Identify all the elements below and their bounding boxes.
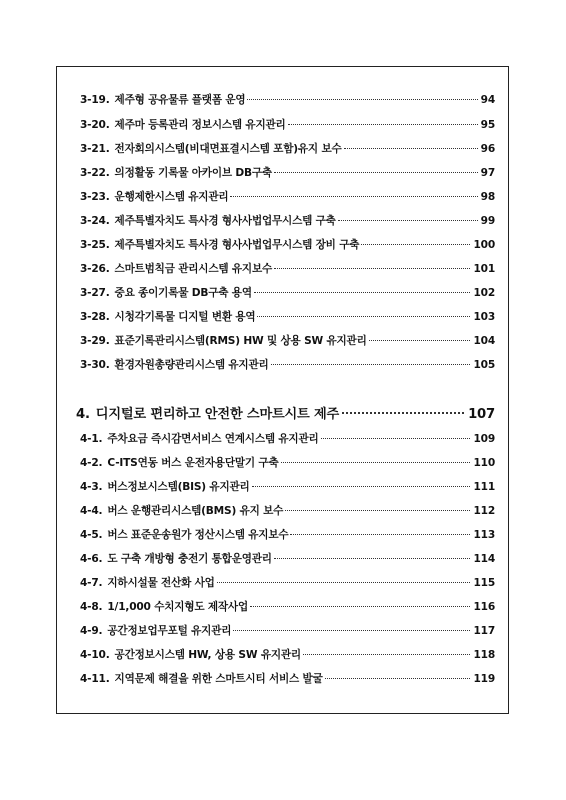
toc-entry-page: 95: [480, 119, 495, 131]
dot-leader: [274, 172, 478, 173]
toc-entry-page: 98: [480, 191, 495, 203]
dot-leader: [361, 244, 470, 245]
dot-leader: [230, 196, 477, 197]
toc-entry-number: 3-26.: [80, 263, 110, 275]
toc-entry[interactable]: [80, 213, 495, 228]
toc-entry-number: 4-1.: [80, 433, 103, 445]
toc-entry-number: 4-5.: [80, 529, 103, 541]
toc-section-heading[interactable]: [76, 403, 495, 422]
toc-frame: [56, 66, 509, 714]
toc-entry-title: 공간정보시스템 HW, 상용 SW 유지관리: [114, 649, 301, 661]
toc-entry[interactable]: [80, 479, 495, 494]
toc-entry-page: 112: [473, 505, 495, 517]
toc-entry[interactable]: [80, 261, 495, 276]
toc-entry[interactable]: [80, 431, 495, 446]
dot-leader: [325, 678, 471, 679]
toc-entry[interactable]: [80, 92, 495, 107]
dot-leader: [274, 268, 470, 269]
toc-entry-title: 제주형 공유물류 플랫폼 운영: [114, 94, 246, 106]
dot-leader: [303, 654, 471, 655]
toc-entry-number: 4-4.: [80, 505, 103, 517]
toc-entry-number: 4-9.: [80, 625, 103, 637]
toc-entry-number: 3-29.: [80, 335, 110, 347]
toc-entry-number: 3-23.: [80, 191, 110, 203]
toc-entry-page: 96: [480, 143, 495, 155]
toc-entry-page: 114: [473, 553, 495, 565]
toc-entry-page: 105: [473, 359, 495, 371]
toc-entry-title: 공간정보업무포털 유지관리: [107, 625, 232, 637]
toc-entry-page: 94: [480, 94, 495, 106]
toc-entry-title: 버스 운행관리시스템(BMS) 유지 보수: [107, 505, 284, 517]
toc-entry[interactable]: [80, 671, 495, 686]
toc-entry[interactable]: [80, 237, 495, 252]
toc-entry-title: C-ITS연동 버스 운전자용단말기 구축: [107, 457, 279, 469]
toc-entry-number: 3-20.: [80, 119, 110, 131]
toc-section-number: 4.: [76, 407, 90, 422]
toc-entry-page: 110: [473, 457, 495, 469]
toc-entry-number: 4-6.: [80, 553, 103, 565]
toc-entry-number: 3-28.: [80, 311, 110, 323]
toc-entry-number: 3-30.: [80, 359, 110, 371]
toc-entry-number: 4-11.: [80, 673, 110, 685]
toc-entry-page: 101: [473, 263, 495, 275]
toc-entry-number: 3-21.: [80, 143, 110, 155]
toc-entry-title: 전자회의시스템(비대면표결시스템 포함)유지 보수: [114, 143, 342, 155]
toc-entry[interactable]: [80, 357, 495, 372]
toc-entry-number: 4-10.: [80, 649, 110, 661]
toc-entry[interactable]: [80, 503, 495, 518]
toc-section-page: 107: [468, 407, 495, 422]
toc-entry-page: 97: [480, 167, 495, 179]
toc-entry-number: 4-2.: [80, 457, 103, 469]
toc-entry-page: 104: [473, 335, 495, 347]
toc-entry[interactable]: [80, 333, 495, 348]
toc-entry-title: 버스 표준운송원가 정산시스템 유지보수: [107, 529, 289, 541]
toc-entry-page: 102: [473, 287, 495, 299]
dot-leader: [290, 534, 470, 535]
toc-entry-title: 지하시설물 전산화 사업: [107, 577, 215, 589]
toc-entry-page: 115: [473, 577, 495, 589]
dot-leader: [217, 582, 471, 583]
dot-leader: [342, 412, 464, 414]
dot-leader: [257, 316, 470, 317]
dot-leader: [369, 340, 471, 341]
toc-entry-title: 운행제한시스템 유지관리: [114, 191, 229, 203]
dot-leader: [252, 486, 471, 487]
toc-entry[interactable]: [80, 189, 495, 204]
toc-entry-number: 4-3.: [80, 481, 103, 493]
dot-leader: [271, 364, 471, 365]
toc-entry-page: 99: [480, 215, 495, 227]
toc-entry-page: 113: [473, 529, 495, 541]
dot-leader: [288, 124, 478, 125]
toc-entry[interactable]: [80, 117, 495, 132]
toc-entry-page: 103: [473, 311, 495, 323]
toc-entry-title: 지역문제 해결을 위한 스마트시티 서비스 발굴: [114, 673, 323, 685]
toc-entry-page: 119: [473, 673, 495, 685]
toc-entry[interactable]: [80, 599, 495, 614]
toc-entry-title: 환경자원총량관리시스템 유지관리: [114, 359, 269, 371]
toc-entry-number: 3-24.: [80, 215, 110, 227]
toc-entry-number: 3-27.: [80, 287, 110, 299]
toc-entry[interactable]: [80, 309, 495, 324]
toc-entry-page: 116: [473, 601, 495, 613]
toc-entry[interactable]: [80, 575, 495, 590]
toc-entry-number: 4-7.: [80, 577, 103, 589]
toc-entry-title: 주차요금 즉시감면서비스 연계시스템 유지관리: [107, 433, 319, 445]
toc-entry-page: 118: [473, 649, 495, 661]
toc-entry-title: 의정활동 기록물 아카이브 DB구축: [114, 167, 272, 179]
toc-entry-number: 3-22.: [80, 167, 110, 179]
toc-entry-title: 시청각기록물 디지털 변환 용역: [114, 311, 256, 323]
dot-leader: [254, 292, 471, 293]
toc-section-title: 디지털로 편리하고 안전한 스마트시트 제주: [95, 407, 340, 422]
toc-entry-page: 111: [473, 481, 495, 493]
dot-leader: [285, 510, 470, 511]
toc-entry-title: 스마트범칙금 관리시스템 유지보수: [114, 263, 273, 275]
toc-entry[interactable]: [80, 285, 495, 300]
toc-entry[interactable]: [80, 165, 495, 180]
toc-entry[interactable]: [80, 141, 495, 156]
dot-leader: [250, 606, 470, 607]
dot-leader: [247, 99, 477, 100]
toc-entry[interactable]: [80, 455, 495, 470]
toc-entry-title: 제주특별자치도 특사경 형사사법업무시스템 장비 구축: [114, 239, 360, 251]
toc-entry-number: 3-19.: [80, 94, 110, 106]
toc-entry[interactable]: [80, 623, 495, 638]
toc-entry-title: 중요 종이기록물 DB구축 용역: [114, 287, 252, 299]
toc-entry-title: 표준기록관리시스템(RMS) HW 및 상용 SW 유지관리: [114, 335, 367, 347]
dot-leader: [274, 558, 471, 559]
dot-leader: [233, 630, 470, 631]
dot-leader: [281, 462, 471, 463]
toc-entry-title: 1/1,000 수치지형도 제작사업: [107, 601, 249, 613]
dot-leader: [338, 220, 478, 221]
toc-entry[interactable]: [80, 527, 495, 542]
toc-entry-number: 3-25.: [80, 239, 110, 251]
toc-entry-page: 117: [473, 625, 495, 637]
toc-entry-title: 버스정보시스템(BIS) 유지관리: [107, 481, 250, 493]
toc-entry-title: 제주특별자치도 특사경 형사사법업무시스템 구축: [114, 215, 336, 227]
toc-entry[interactable]: [80, 551, 495, 566]
toc-entry-number: 4-8.: [80, 601, 103, 613]
toc-entry-title: 도 구축 개방형 충전기 통합운영관리: [107, 553, 272, 565]
toc-entry-page: 100: [473, 239, 495, 251]
toc-entry[interactable]: [80, 647, 495, 662]
toc-entry-title: 제주마 등록관리 정보시스템 유지관리: [114, 119, 286, 131]
toc-entry-page: 109: [473, 433, 495, 445]
dot-leader: [321, 438, 471, 439]
dot-leader: [344, 148, 478, 149]
